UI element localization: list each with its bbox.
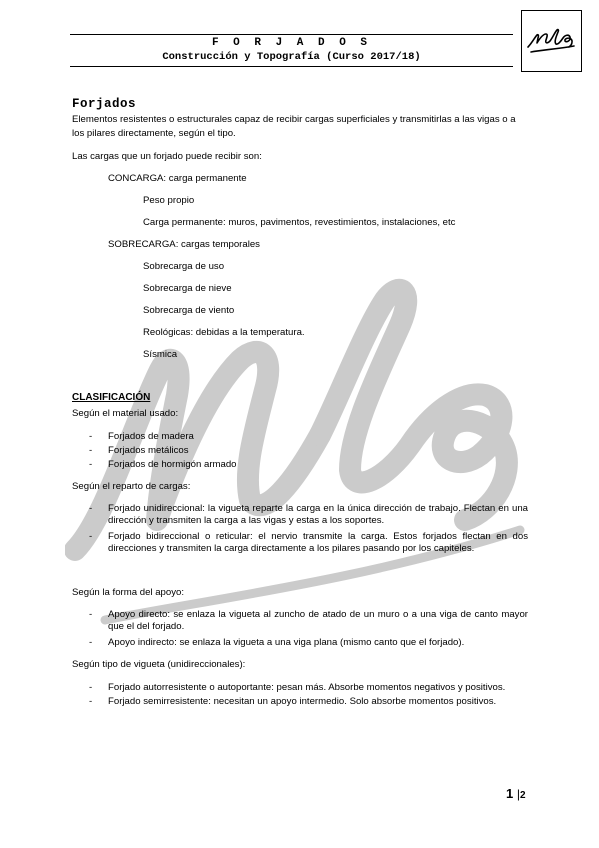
sobrecarga-heading: SOBRECARGA: cargas temporales: [108, 239, 260, 250]
sobrecarga-item: Sobrecarga de nieve: [143, 283, 232, 294]
page-current: 1: [506, 786, 514, 801]
page-total: 2: [519, 790, 526, 801]
bullet-dash: -: [89, 682, 93, 693]
bullet-dash: -: [89, 503, 93, 514]
bullet-dash: -: [89, 637, 93, 648]
sobrecarga-item: Sísmica: [143, 349, 178, 360]
page-number: [506, 786, 526, 801]
header-subtitle: Construcción y Topografía (Curso 2017/18): [162, 51, 421, 63]
concarga-heading: CONCARGA: carga permanente: [108, 173, 247, 184]
sobrecarga-item: Sobrecarga de viento: [143, 305, 235, 316]
reparto-item: Forjado unidireccional: la vigueta reparte la carga en la única dirección de trabajo. Flectan en una dirección y transmiten la carga a las vigas y estas a los soportes.: [108, 503, 528, 526]
vigueta-item: Forjado semirresistente: necesitan un apoyo intermedio. Solo absorbe momentos positivos.: [108, 696, 497, 707]
bullet-dash: -: [89, 431, 93, 442]
sobrecarga-item: Reológicas: debidas a la temperatura.: [143, 327, 305, 338]
classification-title: CLASIFICACIÓN: [72, 392, 151, 403]
reparto-heading: Según el reparto de cargas:: [72, 481, 191, 492]
apoyo-item: Apoyo directo: se enlaza la vigueta al zuncho de atado de un muro o a una viga de canto mayor que el del forjado.: [108, 609, 528, 632]
vigueta-item: Forjado autorresistente o autoportante: pesan más. Absorbe momentos negativos y positivos.: [108, 682, 506, 693]
bullet-dash: -: [89, 531, 93, 542]
signature-watermark: [65, 220, 535, 640]
intro-line-2: los pilares directamente, según el tipo.: [72, 128, 236, 139]
sobrecarga-item: Sobrecarga de uso: [143, 261, 225, 272]
logo-box: [521, 10, 582, 72]
header-top-rule: [70, 34, 513, 35]
material-item: Forjados metálicos: [108, 445, 189, 456]
bullet-dash: -: [89, 445, 93, 456]
bullet-dash: -: [89, 696, 93, 707]
concarga-item: Peso propio: [143, 195, 195, 206]
material-item: Forjados de hormigón armado: [108, 459, 237, 470]
material-item: Forjados de madera: [108, 431, 194, 442]
bullet-dash: -: [89, 459, 93, 470]
signature-logo: [522, 11, 581, 71]
header-title: F O R J A D O S: [211, 37, 372, 49]
bullet-dash: -: [89, 609, 93, 620]
concarga-item: Carga permanente: muros, pavimentos, revestimientos, instalaciones, etc: [143, 217, 456, 228]
material-heading: Según el material usado:: [72, 408, 179, 419]
apoyo-item: Apoyo indirecto: se enlaza la vigueta a una viga plana (mismo canto que el forjado).: [108, 637, 465, 648]
section-title: Forjados: [72, 97, 137, 111]
page-separator: |: [516, 787, 520, 801]
apoyo-heading: Según la forma del apoyo:: [72, 587, 185, 598]
reparto-item: Forjado bidireccional o reticular: el nervio transmite la carga. Estos forjados flectan en dos direcciones y transmiten la carga directamente a los pilares pasando por los capiteles.: [108, 531, 528, 554]
intro-line-1: Elementos resistentes o estructurales capaz de recibir cargas superficiales y transmitirlas a las vigas o a: [72, 114, 516, 125]
loads-intro: Las cargas que un forjado puede recibir son:: [72, 151, 262, 162]
header-bottom-rule: [70, 66, 513, 67]
vigueta-heading: Según tipo de vigueta (unidireccionales):: [72, 659, 246, 670]
